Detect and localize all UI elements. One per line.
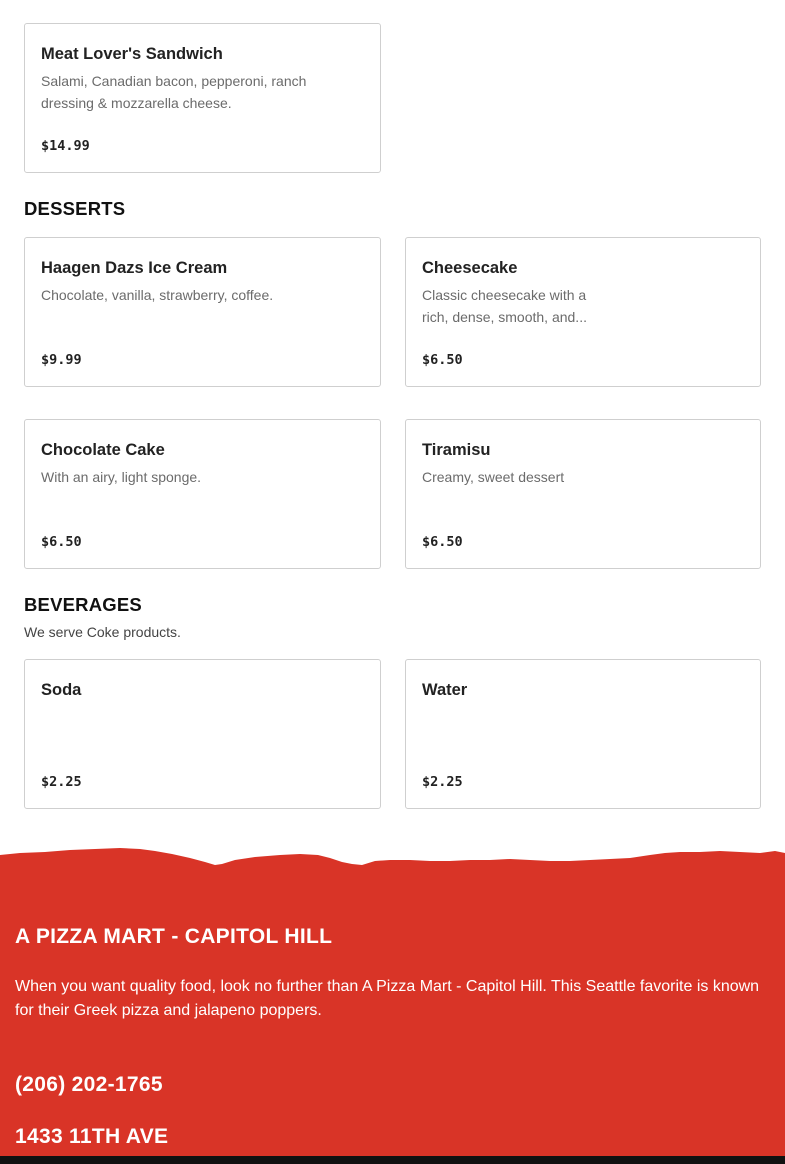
restaurant-name: A PIZZA MART - CAPITOL HILL [15, 925, 333, 948]
menu-item-card[interactable] [24, 419, 381, 569]
menu-item-price: $14.99 [41, 138, 90, 154]
menu-item-name: Soda [41, 681, 82, 699]
menu-item-name: Chocolate Cake [41, 441, 165, 459]
menu-item-description: Salami, Canadian bacon, pepperoni, ranch dressing & mozzarella cheese. [41, 73, 307, 111]
address-link[interactable]: 1433 11TH AVE [15, 1125, 169, 1148]
menu-item-price: $2.25 [422, 774, 463, 790]
menu-item-price: $6.50 [422, 534, 463, 550]
menu-item-name: Meat Lover's Sandwich [41, 45, 223, 63]
footer [0, 847, 785, 1156]
menu-item-card[interactable] [405, 237, 761, 387]
menu-item-card[interactable] [24, 237, 381, 387]
menu-item-name: Haagen Dazs Ice Cream [41, 259, 228, 277]
phone-link[interactable]: (206) 202-1765 [15, 1073, 163, 1096]
menu-item-price: $9.99 [41, 352, 82, 368]
bottom-bar [0, 1156, 785, 1164]
menu-item-card[interactable] [405, 419, 761, 569]
menu-item-description: Classic cheesecake with a rich, dense, smooth, and... [422, 287, 587, 325]
menu-item-card[interactable] [24, 23, 381, 173]
restaurant-description: When you want quality food, look no further than A Pizza Mart - Capitol Hill. This Seattle favorite is known for their Greek pizza and jalapeno poppers. [15, 978, 760, 1019]
menu-item-description: Creamy, sweet dessert [422, 469, 565, 485]
menu-item-name: Tiramisu [422, 441, 491, 459]
menu-item-price: $2.25 [41, 774, 82, 790]
menu-item-name: Water [422, 681, 468, 699]
menu-item-card[interactable] [405, 659, 761, 809]
section-title-beverages: BEVERAGES [24, 594, 142, 615]
menu-item-price: $6.50 [422, 352, 463, 368]
section-title-desserts: DESSERTS [24, 198, 126, 219]
menu-item-name: Cheesecake [422, 259, 518, 277]
menu-item-card[interactable] [24, 659, 381, 809]
menu-item-description: Chocolate, vanilla, strawberry, coffee. [41, 287, 274, 303]
menu-item-price: $6.50 [41, 534, 82, 550]
section-note: We serve Coke products. [24, 624, 181, 640]
menu-item-description: With an airy, light sponge. [41, 469, 202, 485]
